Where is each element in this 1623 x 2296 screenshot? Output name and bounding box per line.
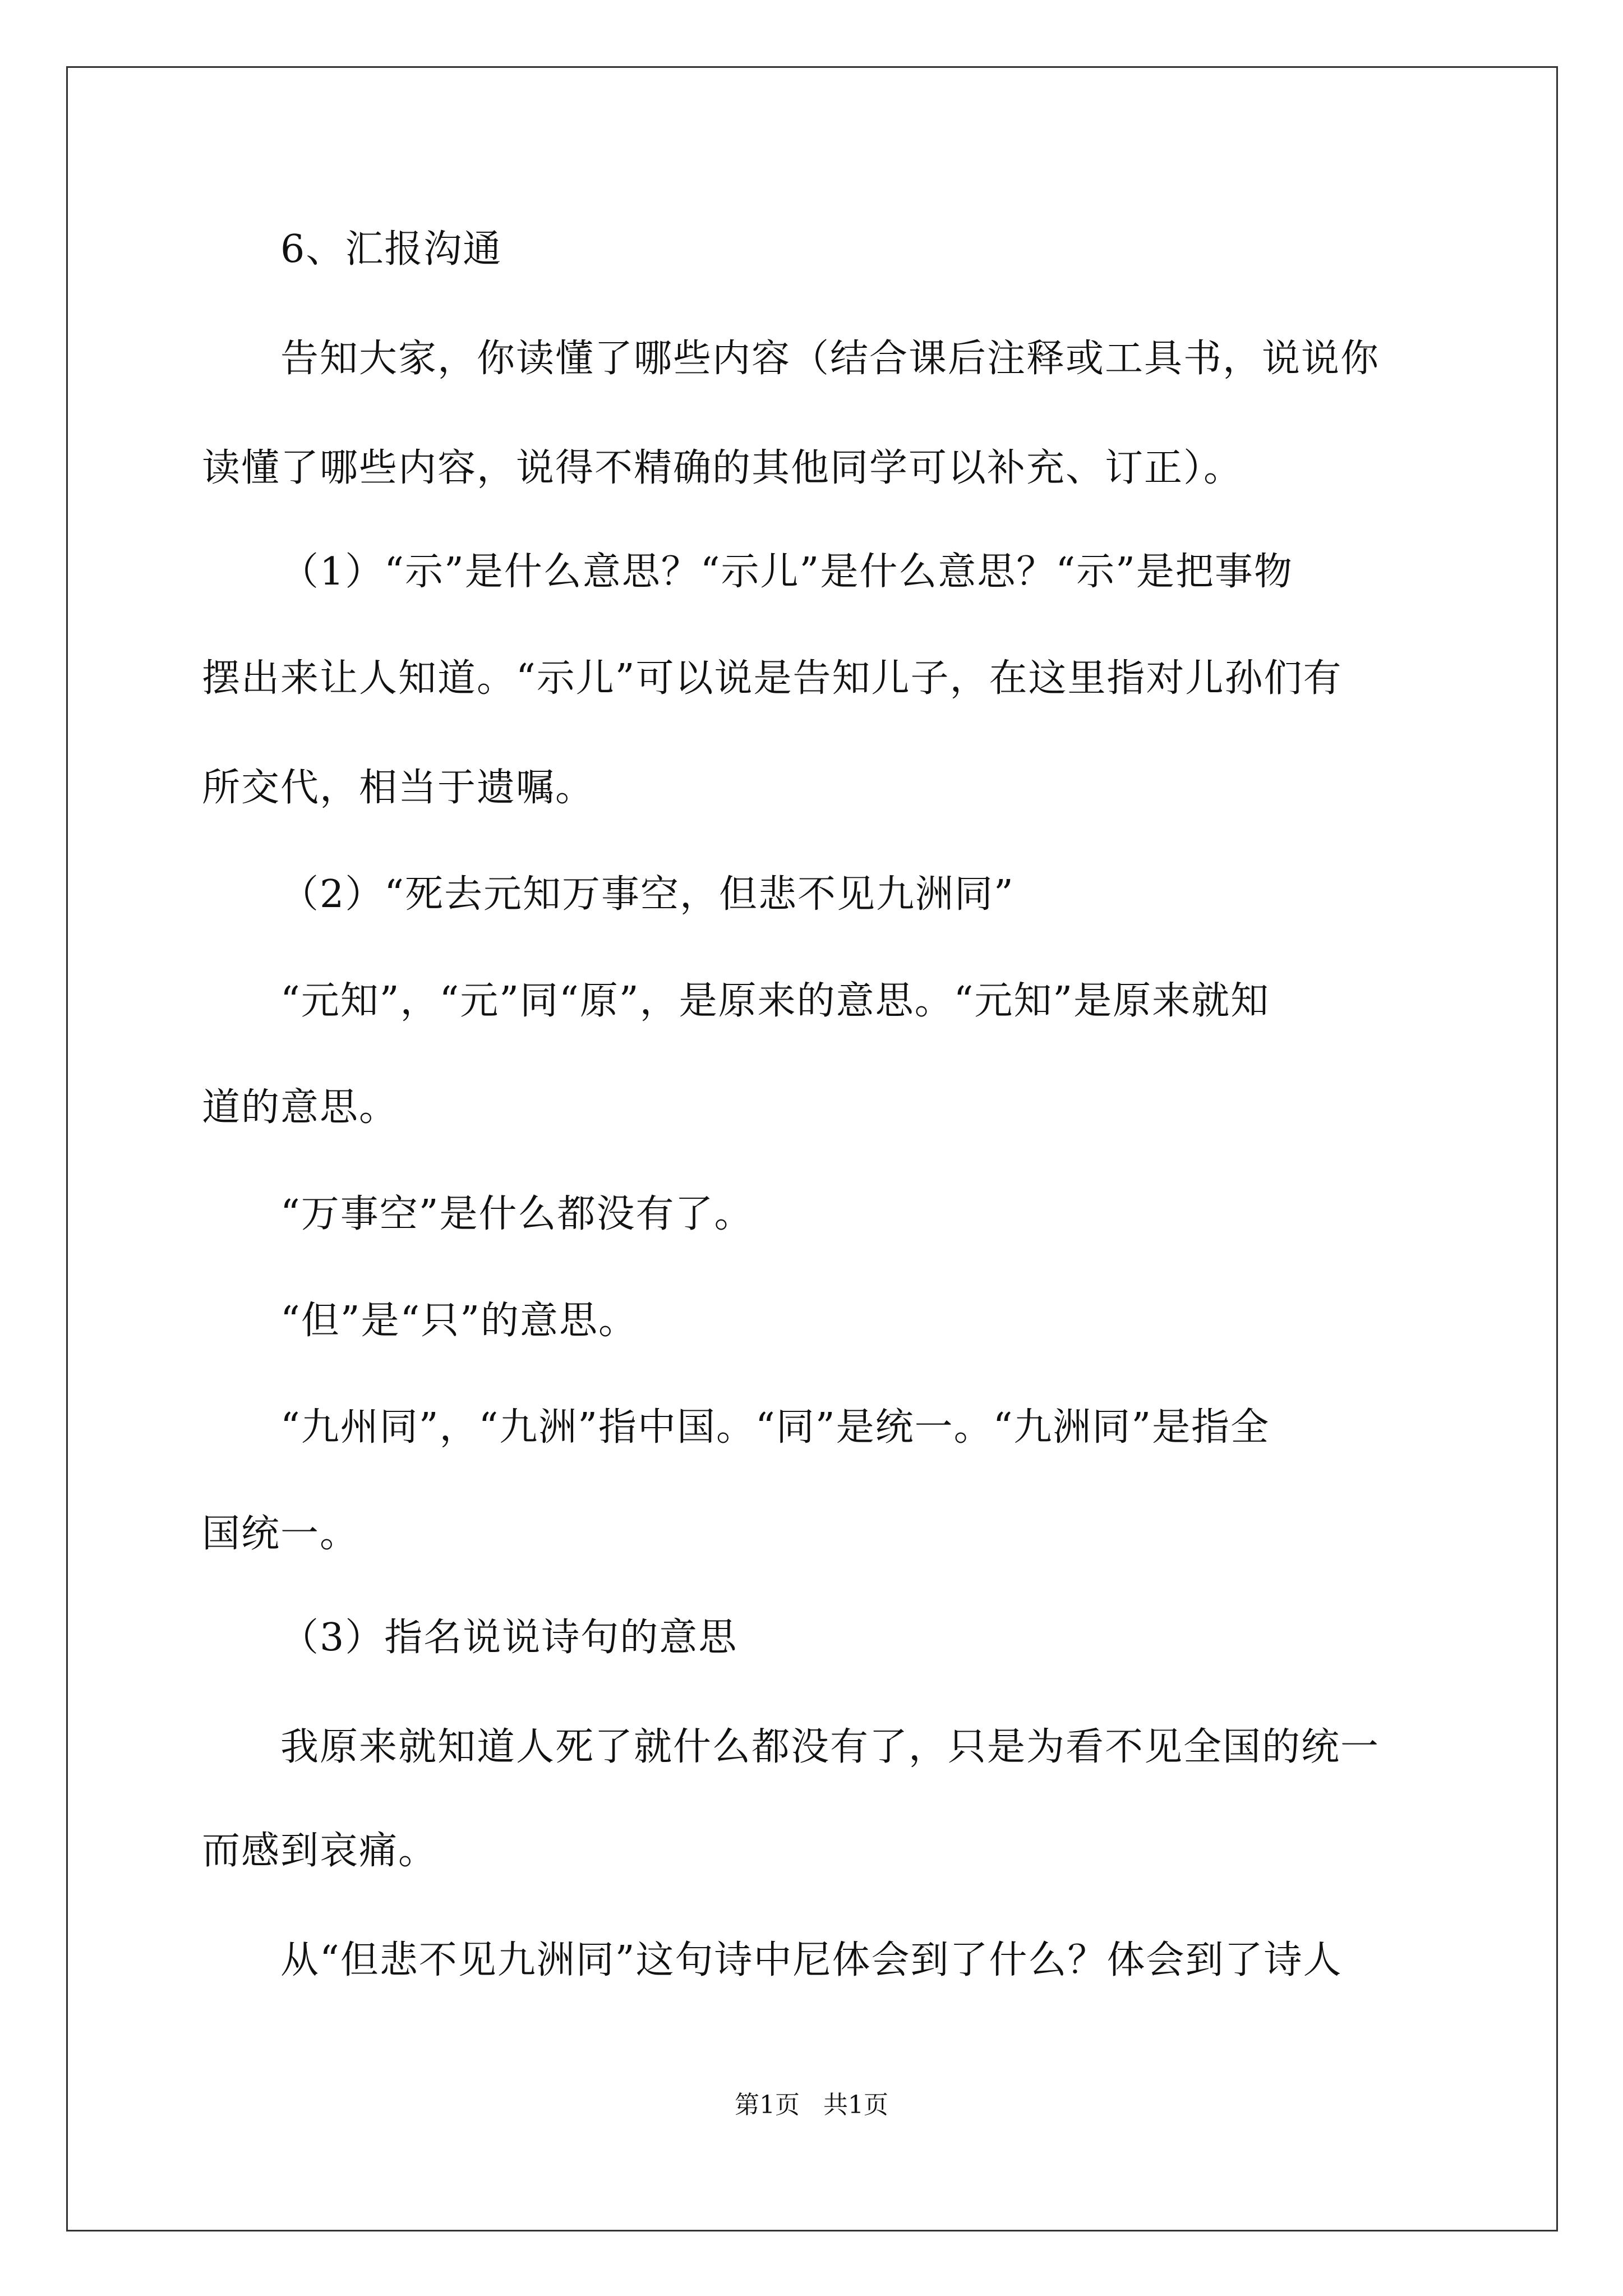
paragraph-line: （2）“死去元知万事空，但悲不见九洲同”: [280, 872, 1015, 917]
paragraph-line: （1）“示”是什么意思？“示儿”是什么意思？“示”是把事物: [280, 550, 1293, 594]
paragraph-line: 从“但悲不见九洲同”这句诗中尼体会到了什么？体会到了诗人: [280, 1938, 1343, 1982]
section-heading: 6、汇报沟通: [280, 227, 502, 272]
paragraph-line: “万事空”是什么都没有了。: [280, 1192, 754, 1236]
paragraph-line: 告知大家，你读懂了哪些内容（结合课后注释或工具书，说说你: [280, 337, 1380, 381]
paragraph-line: 所交代，相当于遗嘱。: [202, 766, 595, 810]
page-border: [66, 66, 1558, 2231]
page-number-footer: 第1页 共1页: [735, 2091, 888, 2119]
paragraph-line: 道的意思。: [202, 1085, 399, 1130]
paragraph-line: “但”是“只”的意思。: [280, 1299, 638, 1343]
paragraph-line: “九州同”，“九洲”指中国。“同”是统一。“九洲同”是指全: [280, 1405, 1270, 1450]
paragraph-line: 我原来就知道人死了就什么都没有了，只是为看不见全国的统一: [280, 1725, 1380, 1769]
paragraph-line: 国统一。: [202, 1512, 359, 1556]
paragraph-line: “元知”，“元”同“原”，是原来的意思。“元知”是原来就知: [280, 979, 1270, 1023]
paragraph-line: 而感到哀痛。: [202, 1829, 438, 1873]
paragraph-line: 读懂了哪些内容，说得不精确的其他同学可以补充、订正）。: [202, 446, 1243, 490]
paragraph-line: （3）指名说说诗句的意思: [280, 1616, 738, 1660]
paragraph-line: 摆出来让人知道。“示儿”可以说是告知儿子，在这里指对儿孙们有: [202, 656, 1343, 701]
